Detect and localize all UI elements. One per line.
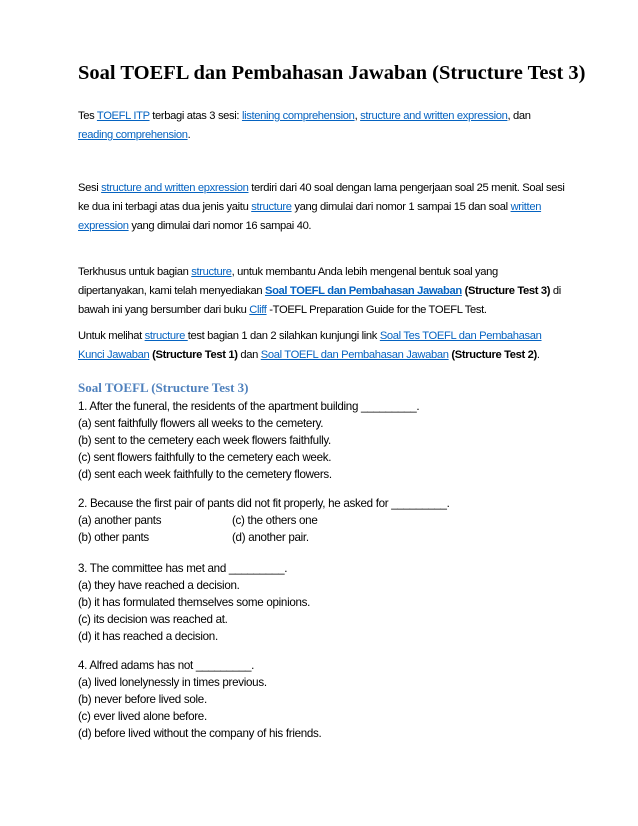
option-d: (d) sent each week faithfully to the cemetery flowers. xyxy=(78,468,332,481)
paragraph-text: di bawah ini yang bersumber dari buku xyxy=(78,285,561,316)
link-cliff[interactable]: Cliff xyxy=(249,304,267,316)
option-c: (c) sent flowers faithfully to the cemetery each week. xyxy=(78,451,332,464)
structure-info-paragraph xyxy=(78,263,568,320)
option-b: (b) it has formulated themselves some opinions. xyxy=(78,596,311,609)
link-soal-toefl-pembahasan-jawaban[interactable]: Soal TOEFL dan Pembahasan Jawaban xyxy=(260,349,449,361)
option-c: (c) ever lived alone before. xyxy=(78,710,207,723)
paragraph-text: yang dimulai dari nomor 1 sampai 15 dan soal xyxy=(291,201,511,213)
link-structure[interactable]: structure xyxy=(144,330,188,342)
intro-text: , xyxy=(354,110,361,122)
question-1 xyxy=(78,398,578,483)
paragraph-text: Terkhusus untuk bagian xyxy=(78,266,192,278)
intro-text: Tes xyxy=(78,110,97,122)
paragraph-text: , untuk membantu Anda lebih mengenal bentuk soal yang dipertanyakan, kami telah menyediakan xyxy=(78,266,498,297)
link-structure[interactable]: structure xyxy=(251,201,292,213)
paragraph-text: . xyxy=(536,349,540,361)
option-a: (a) sent faithfully flowers all weeks to the cemetery. xyxy=(78,417,324,430)
link-listening-comprehension[interactable]: listening comprehension xyxy=(241,110,355,122)
link-toefl-itp[interactable]: TOEFL ITP xyxy=(96,110,150,122)
paragraph-text: terdiri dari 40 soal dengan lama pengerjaan soal 25 menit. Soal sesi ke dua ini terbagi atas dua jenis yaitu xyxy=(78,182,565,213)
option-row xyxy=(78,529,578,546)
paragraph-text: test bagian 1 dan 2 silahkan kunjungi link xyxy=(187,330,380,342)
question-3 xyxy=(78,560,578,645)
question-2 xyxy=(78,495,578,546)
link-soal-tes-toefl-kunci-jawaban[interactable]: Soal Tes TOEFL dan Pembahasan Kunci Jawaban xyxy=(78,330,542,361)
option-d: (d) another pair. xyxy=(232,531,309,544)
bold-text: (Structure Test 1) xyxy=(149,349,238,361)
option-d: (d) it has reached a decision. xyxy=(78,630,218,643)
option-b: (b) sent to the cemetery each week flowers faithfully. xyxy=(78,434,331,447)
link-structure[interactable]: structure xyxy=(191,266,232,278)
option-a: (a) lived lonelynessly in times previous. xyxy=(78,676,267,689)
link-structure-written-epxression[interactable]: structure and written epxression xyxy=(101,182,249,194)
paragraph-text: -TOEFL Preparation Guide for the TOEFL Test. xyxy=(266,304,487,316)
link-written-expression[interactable]: written expression xyxy=(78,201,542,232)
question-text: 4. Alfred adams has not _________. xyxy=(78,659,255,672)
link-soal-toefl-pembahasan[interactable]: Soal TOEFL dan Pembahasan Jawaban xyxy=(264,285,462,297)
option-d: (d) before lived without the company of his friends. xyxy=(78,727,322,740)
question-text: 3. The committee has met and _________. xyxy=(78,562,288,575)
intro-text: terbagi atas 3 sesi: xyxy=(149,110,242,122)
option-c: (c) the others one xyxy=(232,514,318,527)
option-a: (a) they have reached a decision. xyxy=(78,579,240,592)
option-c: (c) its decision was reached at. xyxy=(78,613,228,626)
paragraph-text: dan xyxy=(237,349,261,361)
question-text: 1. After the funeral, the residents of the apartment building _________. xyxy=(78,400,420,413)
related-links-paragraph xyxy=(78,327,568,365)
intro-paragraph xyxy=(78,107,568,145)
option-a: (a) another pants xyxy=(78,514,162,527)
link-reading-comprehension[interactable]: reading comprehension xyxy=(78,129,188,141)
intro-text: , dan xyxy=(507,110,531,122)
question-4 xyxy=(78,657,578,742)
bold-text: (Structure Test 2) xyxy=(448,349,537,361)
paragraph-text: yang dimulai dari nomor 16 sampai 40. xyxy=(128,220,312,232)
section-heading: Soal TOEFL (Structure Test 3) xyxy=(78,380,249,395)
option-b: (b) never before lived sole. xyxy=(78,693,207,706)
paragraph-text: Sesi xyxy=(78,182,102,194)
section-info-paragraph xyxy=(78,179,568,236)
option-row xyxy=(78,512,578,529)
option-b: (b) other pants xyxy=(78,531,149,544)
page-title: Soal TOEFL dan Pembahasan Jawaban (Structure Test 3) xyxy=(78,62,586,84)
link-structure-written-expression[interactable]: structure and written expression xyxy=(360,110,508,122)
intro-text: . xyxy=(187,129,191,141)
paragraph-text: Untuk melihat xyxy=(78,330,145,342)
bold-text: (Structure Test 3) xyxy=(461,285,551,297)
question-text: 2. Because the first pair of pants did not fit properly, he asked for _________. xyxy=(78,497,450,510)
